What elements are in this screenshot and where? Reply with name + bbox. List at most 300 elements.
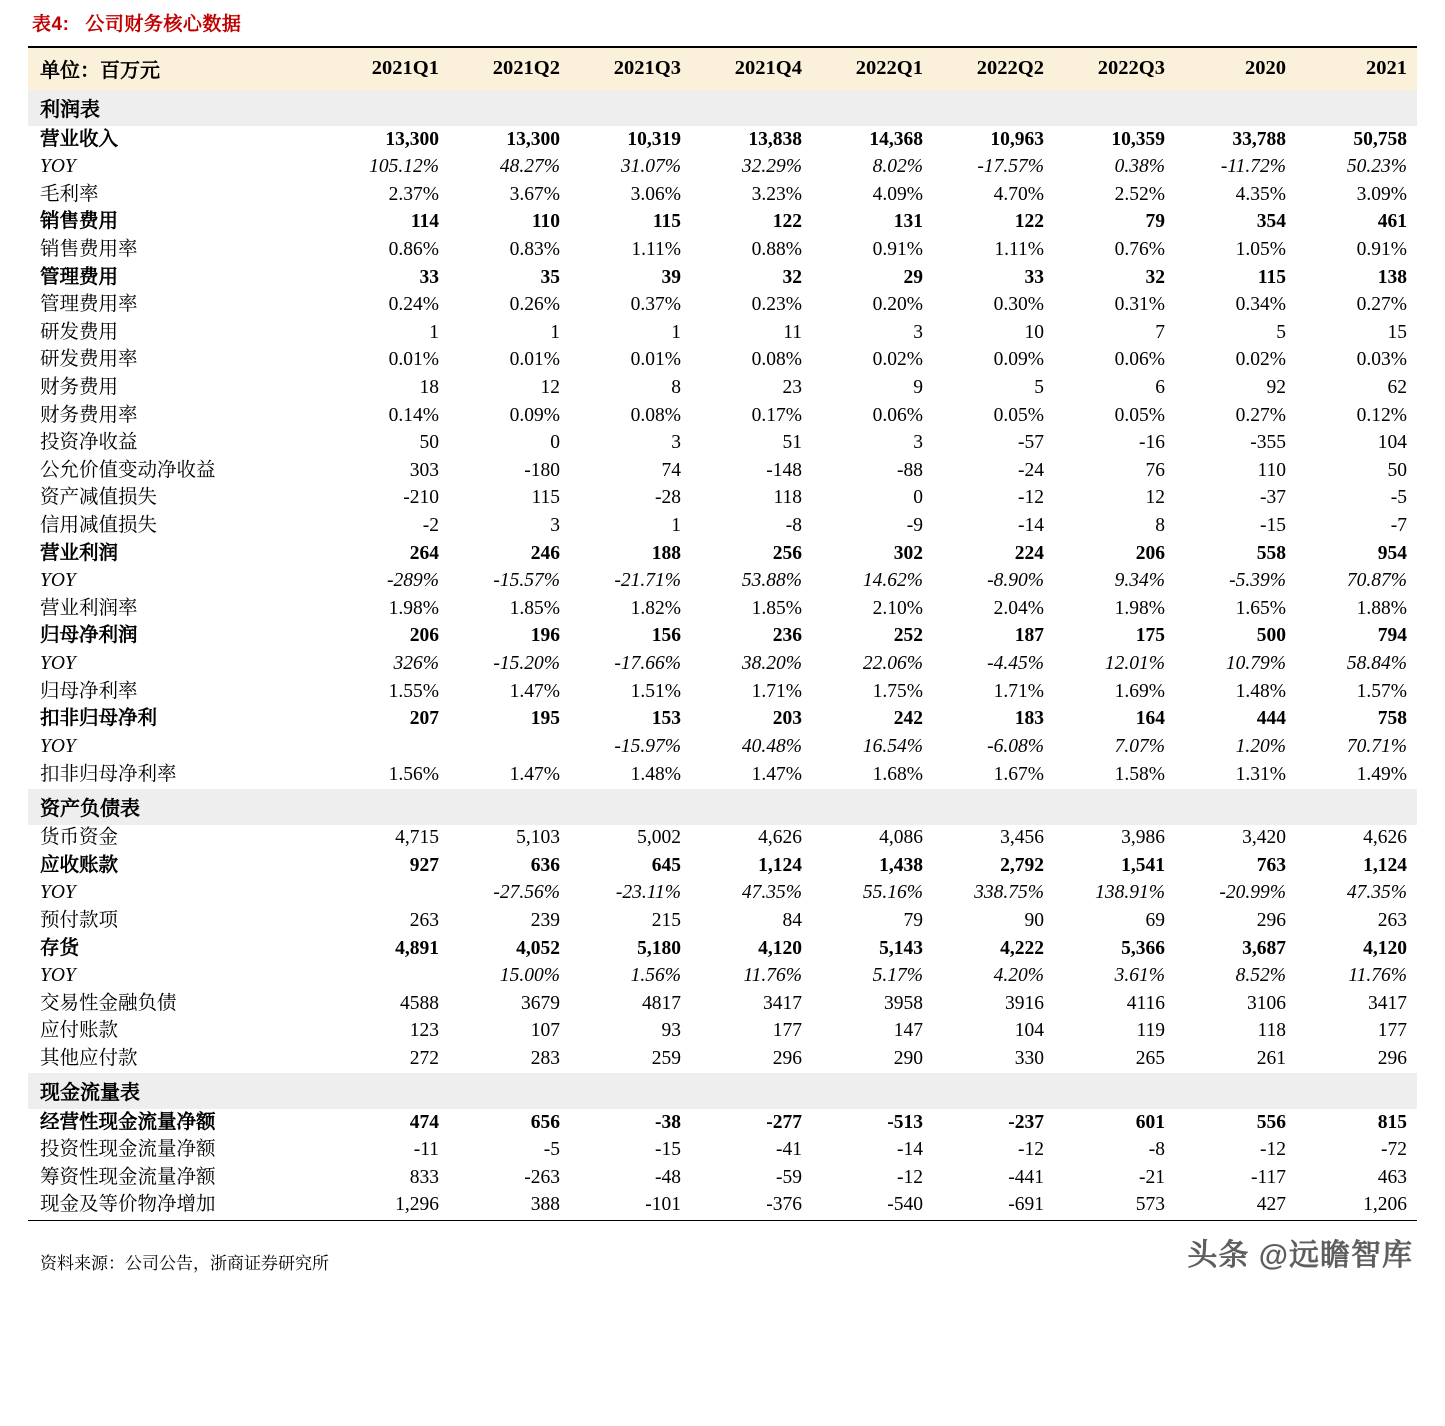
table-row bbox=[28, 1192, 1417, 1220]
cell: 1 bbox=[671, 321, 681, 343]
row-label: 应收账款 bbox=[40, 854, 119, 876]
cell: -691 bbox=[1008, 1194, 1044, 1216]
table-row bbox=[28, 880, 1417, 908]
cell: 164 bbox=[1135, 708, 1165, 730]
cell: 303 bbox=[409, 459, 439, 481]
row-label: 现金及等价物净增加 bbox=[40, 1194, 216, 1216]
table-footer bbox=[28, 1221, 1417, 1274]
cell: 1.71% bbox=[993, 680, 1044, 702]
cell: 119 bbox=[1136, 1020, 1165, 1042]
cell: 9 bbox=[913, 376, 923, 398]
cell: 0.08% bbox=[630, 404, 681, 426]
cell: 242 bbox=[893, 708, 923, 730]
cell: 104 bbox=[1377, 432, 1407, 454]
row-label: YOY bbox=[40, 570, 76, 592]
cell: 263 bbox=[409, 909, 439, 931]
cell: 11.76% bbox=[1348, 965, 1407, 987]
cell: 177 bbox=[1377, 1020, 1407, 1042]
cell: 461 bbox=[1377, 211, 1407, 233]
cell: 264 bbox=[409, 542, 439, 564]
cell: 93 bbox=[661, 1020, 681, 1042]
column-header-2021Q2: 2021Q2 bbox=[492, 57, 560, 79]
cell: 2.10% bbox=[872, 597, 923, 619]
watermark: 头条 @远瞻智库 bbox=[1187, 1238, 1413, 1272]
row-label: 归母净利率 bbox=[40, 680, 138, 702]
table-row bbox=[28, 181, 1417, 209]
cell: 1,206 bbox=[1363, 1194, 1407, 1216]
cell: 114 bbox=[410, 211, 439, 233]
cell: 15.00% bbox=[499, 965, 560, 987]
cell: 207 bbox=[409, 708, 439, 730]
cell: -20.99% bbox=[1219, 882, 1286, 904]
cell: 500 bbox=[1256, 625, 1286, 647]
table-header-row bbox=[28, 48, 1417, 90]
cell: -17.66% bbox=[614, 653, 681, 675]
table-row bbox=[28, 347, 1417, 375]
cell: 138.91% bbox=[1095, 882, 1165, 904]
cell: 0.24% bbox=[388, 294, 439, 316]
cell: 4,120 bbox=[1363, 937, 1407, 959]
cell: 1.48% bbox=[1235, 680, 1286, 702]
row-label: 管理费用率 bbox=[40, 294, 138, 316]
cell: -15.57% bbox=[493, 570, 560, 592]
cell: 1.85% bbox=[509, 597, 560, 619]
cell: -7 bbox=[1390, 515, 1407, 537]
cell: 16.54% bbox=[862, 735, 923, 757]
cell: -4.45% bbox=[987, 653, 1044, 675]
cell: 115 bbox=[652, 211, 681, 233]
cell: 474 bbox=[409, 1111, 439, 1133]
section-title: 现金流量表 bbox=[28, 1073, 1417, 1109]
cell: 4,715 bbox=[395, 827, 439, 849]
cell: 0.30% bbox=[993, 294, 1044, 316]
cell: -5 bbox=[1390, 487, 1407, 509]
table-row bbox=[28, 963, 1417, 991]
cell: -15.20% bbox=[493, 653, 560, 675]
cell bbox=[328, 880, 449, 908]
table-row bbox=[28, 706, 1417, 734]
cell: 0.06% bbox=[1114, 349, 1165, 371]
cell: 3.06% bbox=[630, 183, 681, 205]
section-title: 资产负债表 bbox=[28, 789, 1417, 825]
cell: 427 bbox=[1256, 1194, 1286, 1216]
cell: 122 bbox=[1014, 211, 1044, 233]
cell: 183 bbox=[1014, 708, 1044, 730]
cell: 1,541 bbox=[1121, 854, 1165, 876]
cell: 74 bbox=[661, 459, 681, 481]
cell: 0 bbox=[550, 432, 560, 454]
cell: 0.09% bbox=[509, 404, 560, 426]
cell: 0.91% bbox=[1356, 238, 1407, 260]
cell: -12 bbox=[1018, 1139, 1044, 1161]
cell: 177 bbox=[772, 1020, 802, 1042]
row-label: 资产减值损失 bbox=[40, 487, 158, 509]
cell: 388 bbox=[530, 1194, 560, 1216]
cell: 4.70% bbox=[993, 183, 1044, 205]
column-header-2022Q3: 2022Q3 bbox=[1097, 57, 1165, 79]
cell: -8.90% bbox=[987, 570, 1044, 592]
cell: 4.09% bbox=[872, 183, 923, 205]
column-header-2020: 2020 bbox=[1245, 57, 1286, 79]
row-label: 其他应付款 bbox=[40, 1048, 138, 1069]
cell: 833 bbox=[409, 1166, 439, 1188]
cell: 283 bbox=[530, 1048, 560, 1069]
cell: 1.31% bbox=[1235, 763, 1286, 785]
cell: -180 bbox=[524, 459, 560, 481]
cell: 444 bbox=[1256, 708, 1286, 730]
cell: 236 bbox=[772, 625, 802, 647]
row-label: 管理费用 bbox=[40, 266, 119, 288]
row-label: 毛利率 bbox=[40, 183, 99, 205]
cell: 0.27% bbox=[1235, 404, 1286, 426]
cell: 12 bbox=[540, 376, 560, 398]
cell: 70.71% bbox=[1346, 735, 1407, 757]
row-label: 销售费用 bbox=[40, 211, 119, 233]
cell: -355 bbox=[1250, 432, 1286, 454]
cell: 0.01% bbox=[630, 349, 681, 371]
cell: 187 bbox=[1014, 625, 1044, 647]
row-label: 营业利润率 bbox=[40, 597, 138, 619]
cell: 12.01% bbox=[1104, 653, 1165, 675]
cell: 4,626 bbox=[758, 827, 802, 849]
cell: 1.11% bbox=[994, 238, 1044, 260]
cell: 290 bbox=[893, 1048, 923, 1069]
cell: 0.37% bbox=[630, 294, 681, 316]
cell: 0.88% bbox=[751, 238, 802, 260]
cell: 104 bbox=[1014, 1020, 1044, 1042]
cell: 70.87% bbox=[1346, 570, 1407, 592]
row-label: 营业收入 bbox=[40, 128, 119, 150]
cell: 110 bbox=[531, 211, 560, 233]
cell: 296 bbox=[772, 1048, 802, 1069]
cell: -15.97% bbox=[614, 735, 681, 757]
cell: 636 bbox=[530, 854, 560, 876]
cell: 1.85% bbox=[751, 597, 802, 619]
cell: 33,788 bbox=[1232, 128, 1286, 150]
cell: 14,368 bbox=[869, 128, 923, 150]
cell: 4,120 bbox=[758, 937, 802, 959]
cell: 3417 bbox=[763, 992, 802, 1014]
cell: 23 bbox=[782, 376, 802, 398]
cell: 0.05% bbox=[993, 404, 1044, 426]
table-row bbox=[28, 623, 1417, 651]
cell: 5,143 bbox=[879, 937, 923, 959]
cell: 5.17% bbox=[872, 965, 923, 987]
cell: -48 bbox=[655, 1166, 681, 1188]
cell: 0.23% bbox=[751, 294, 802, 316]
cell: 4,052 bbox=[516, 937, 560, 959]
row-label: 财务费用 bbox=[40, 376, 119, 398]
cell: 4,891 bbox=[395, 937, 439, 959]
cell: 3679 bbox=[521, 992, 560, 1014]
cell: 53.88% bbox=[741, 570, 802, 592]
cell: 3106 bbox=[1247, 992, 1286, 1014]
column-header-2022Q1: 2022Q1 bbox=[855, 57, 923, 79]
page-title bbox=[28, 0, 1417, 46]
table-row bbox=[28, 209, 1417, 237]
cell: 645 bbox=[651, 854, 681, 876]
cell: 0.02% bbox=[1235, 349, 1286, 371]
cell: -8 bbox=[1148, 1139, 1165, 1161]
cell: -21.71% bbox=[614, 570, 681, 592]
cell: 8 bbox=[1155, 515, 1165, 537]
cell: 4588 bbox=[400, 992, 439, 1014]
cell: -21 bbox=[1139, 1166, 1165, 1188]
cell: 0.01% bbox=[388, 349, 439, 371]
cell: -15 bbox=[1260, 515, 1286, 537]
table-row bbox=[28, 319, 1417, 347]
cell: 79 bbox=[1145, 211, 1165, 233]
cell bbox=[328, 733, 449, 761]
cell: 13,300 bbox=[506, 128, 560, 150]
section-header bbox=[28, 1073, 1417, 1109]
cell: 763 bbox=[1256, 854, 1286, 876]
cell: 58.84% bbox=[1346, 653, 1407, 675]
cell: 4,222 bbox=[1000, 937, 1044, 959]
row-label: 交易性金融负债 bbox=[40, 992, 177, 1014]
cell: -14 bbox=[1018, 515, 1044, 537]
cell: 1,438 bbox=[879, 854, 923, 876]
cell: 92 bbox=[1266, 376, 1286, 398]
cell: -277 bbox=[766, 1111, 802, 1133]
column-header-2021: 2021 bbox=[1366, 57, 1407, 79]
table-row bbox=[28, 825, 1417, 853]
cell: 115 bbox=[1257, 266, 1286, 288]
cell: 4116 bbox=[1126, 992, 1165, 1014]
row-label: 经营性现金流量净额 bbox=[40, 1111, 216, 1133]
cell: -513 bbox=[887, 1111, 923, 1133]
cell: 14.62% bbox=[862, 570, 923, 592]
cell: -23.11% bbox=[615, 882, 681, 904]
cell: 815 bbox=[1377, 1111, 1407, 1133]
table-row bbox=[28, 907, 1417, 935]
cell: 1,124 bbox=[758, 854, 802, 876]
cell: 4817 bbox=[642, 992, 681, 1014]
cell: 32.29% bbox=[741, 156, 802, 178]
row-label: 财务费用率 bbox=[40, 404, 138, 426]
cell: 5 bbox=[1276, 321, 1286, 343]
cell: 1.56% bbox=[388, 763, 439, 785]
cell: 0.02% bbox=[872, 349, 923, 371]
cell: 3 bbox=[550, 515, 560, 537]
cell: 22.06% bbox=[862, 653, 923, 675]
cell: 330 bbox=[1014, 1048, 1044, 1069]
cell: 1,296 bbox=[395, 1194, 439, 1216]
cell: 31.07% bbox=[620, 156, 681, 178]
cell: -12 bbox=[1260, 1139, 1286, 1161]
cell: 1.98% bbox=[1114, 597, 1165, 619]
cell: 0.91% bbox=[872, 238, 923, 260]
cell: 1 bbox=[550, 321, 560, 343]
table-row bbox=[28, 1018, 1417, 1046]
cell: 1 bbox=[671, 515, 681, 537]
row-label: 扣非归母净利率 bbox=[40, 763, 177, 785]
cell: 1.56% bbox=[630, 965, 681, 987]
cell: 1.71% bbox=[751, 680, 802, 702]
cell: 206 bbox=[409, 625, 439, 647]
cell: 1.69% bbox=[1114, 680, 1165, 702]
cell: 1.47% bbox=[509, 763, 560, 785]
cell: 3.67% bbox=[509, 183, 560, 205]
cell: 0.14% bbox=[388, 404, 439, 426]
table-row bbox=[28, 457, 1417, 485]
row-label: YOY bbox=[40, 882, 76, 904]
table-row bbox=[28, 678, 1417, 706]
cell: -237 bbox=[1008, 1111, 1044, 1133]
row-label: 投资净收益 bbox=[40, 432, 138, 454]
cell: 296 bbox=[1256, 909, 1286, 931]
table-row bbox=[28, 236, 1417, 264]
cell: 2.52% bbox=[1114, 183, 1165, 205]
cell: 256 bbox=[772, 542, 802, 564]
table-row bbox=[28, 761, 1417, 789]
cell: 11 bbox=[783, 321, 802, 343]
cell: 50,758 bbox=[1353, 128, 1407, 150]
cell: -117 bbox=[1250, 1166, 1286, 1188]
cell: 1.05% bbox=[1235, 238, 1286, 260]
cell: -59 bbox=[776, 1166, 802, 1188]
cell: 3916 bbox=[1005, 992, 1044, 1014]
cell: 8.52% bbox=[1235, 965, 1286, 987]
column-header-2022Q2: 2022Q2 bbox=[976, 57, 1044, 79]
cell: 51 bbox=[782, 432, 802, 454]
row-label: 筹资性现金流量净额 bbox=[40, 1166, 216, 1188]
cell: 32 bbox=[782, 266, 802, 288]
row-label: 公允价值变动净收益 bbox=[40, 459, 216, 481]
table-row bbox=[28, 154, 1417, 182]
cell: 10,359 bbox=[1111, 128, 1165, 150]
cell: 10.79% bbox=[1225, 653, 1286, 675]
cell: 33 bbox=[1024, 266, 1044, 288]
cell: 3,420 bbox=[1242, 827, 1286, 849]
cell: 1.82% bbox=[630, 597, 681, 619]
cell: 215 bbox=[651, 909, 681, 931]
cell: 1.49% bbox=[1356, 763, 1407, 785]
cell: 558 bbox=[1256, 542, 1286, 564]
cell: 5,366 bbox=[1121, 937, 1165, 959]
cell: -11.72% bbox=[1220, 156, 1286, 178]
cell: -101 bbox=[645, 1194, 681, 1216]
table-number: 表4: bbox=[32, 14, 70, 35]
cell: 354 bbox=[1256, 211, 1286, 233]
cell: 1.68% bbox=[872, 763, 923, 785]
cell: 76 bbox=[1145, 459, 1165, 481]
cell: 252 bbox=[893, 625, 923, 647]
cell: 195 bbox=[530, 708, 560, 730]
row-label: 投资性现金流量净额 bbox=[40, 1139, 216, 1161]
row-label: 扣非归母净利 bbox=[40, 708, 158, 730]
cell: -14 bbox=[897, 1139, 923, 1161]
cell: -2 bbox=[422, 515, 439, 537]
row-label: 研发费用 bbox=[40, 321, 119, 343]
cell: 272 bbox=[409, 1048, 439, 1069]
cell: 0.12% bbox=[1356, 404, 1407, 426]
table-row bbox=[28, 651, 1417, 679]
cell: 18 bbox=[419, 376, 439, 398]
row-label: 信用减值损失 bbox=[40, 515, 158, 537]
cell: 118 bbox=[773, 487, 802, 509]
cell: 0.01% bbox=[509, 349, 560, 371]
cell: 123 bbox=[409, 1020, 439, 1042]
cell: 50 bbox=[1387, 459, 1407, 481]
cell: 1 bbox=[429, 321, 439, 343]
cell: -27.56% bbox=[493, 882, 560, 904]
cell: 4,086 bbox=[879, 827, 923, 849]
row-label: 销售费用率 bbox=[40, 238, 138, 260]
table-row bbox=[28, 733, 1417, 761]
cell: 5,103 bbox=[516, 827, 560, 849]
cell: 3,986 bbox=[1121, 827, 1165, 849]
cell: 2.37% bbox=[388, 183, 439, 205]
cell: -15 bbox=[655, 1139, 681, 1161]
cell: 1.57% bbox=[1356, 680, 1407, 702]
cell: 0.34% bbox=[1235, 294, 1286, 316]
cell: 6 bbox=[1155, 376, 1165, 398]
cell: 9.34% bbox=[1114, 570, 1165, 592]
cell: -148 bbox=[766, 459, 802, 481]
cell: 2,792 bbox=[1000, 854, 1044, 876]
cell: 48.27% bbox=[499, 156, 560, 178]
cell: 47.35% bbox=[1346, 882, 1407, 904]
row-label: 货币资金 bbox=[40, 827, 119, 849]
cell: 3.61% bbox=[1114, 965, 1165, 987]
row-label: YOY bbox=[40, 156, 76, 178]
cell: 1.67% bbox=[993, 763, 1044, 785]
column-header-2021Q3: 2021Q3 bbox=[613, 57, 681, 79]
cell: 1.11% bbox=[631, 238, 681, 260]
table-row bbox=[28, 1137, 1417, 1165]
cell: 110 bbox=[1257, 459, 1286, 481]
cell: -88 bbox=[897, 459, 923, 481]
cell: 10,963 bbox=[990, 128, 1044, 150]
cell: 0.06% bbox=[872, 404, 923, 426]
cell: 13,838 bbox=[748, 128, 802, 150]
cell: 138 bbox=[1377, 266, 1407, 288]
cell: 3417 bbox=[1368, 992, 1407, 1014]
cell: 12 bbox=[1145, 487, 1165, 509]
cell: 7 bbox=[1155, 321, 1165, 343]
cell: -289% bbox=[387, 570, 439, 592]
cell: -37 bbox=[1260, 487, 1286, 509]
cell: 118 bbox=[1257, 1020, 1286, 1042]
row-label: 预付款项 bbox=[40, 909, 119, 931]
table-row bbox=[28, 264, 1417, 292]
cell: 954 bbox=[1377, 542, 1407, 564]
cell: 156 bbox=[651, 625, 681, 647]
cell: 35 bbox=[540, 266, 560, 288]
cell: 302 bbox=[893, 542, 923, 564]
cell: 131 bbox=[893, 211, 923, 233]
column-header-2021Q1: 2021Q1 bbox=[371, 57, 439, 79]
cell: 10 bbox=[1024, 321, 1044, 343]
cell: -57 bbox=[1018, 432, 1044, 454]
table-row bbox=[28, 513, 1417, 541]
cell: 10,319 bbox=[627, 128, 681, 150]
cell: 4.20% bbox=[993, 965, 1044, 987]
cell: 3 bbox=[913, 432, 923, 454]
table-row bbox=[28, 540, 1417, 568]
cell: -376 bbox=[766, 1194, 802, 1216]
cell: 0.76% bbox=[1114, 238, 1165, 260]
row-label: YOY bbox=[40, 653, 76, 675]
table-row bbox=[28, 374, 1417, 402]
row-label: 营业利润 bbox=[40, 542, 119, 564]
table-row bbox=[28, 292, 1417, 320]
cell: 3,687 bbox=[1242, 937, 1286, 959]
cell: 15 bbox=[1387, 321, 1407, 343]
cell: -12 bbox=[1018, 487, 1044, 509]
table-row bbox=[28, 430, 1417, 458]
